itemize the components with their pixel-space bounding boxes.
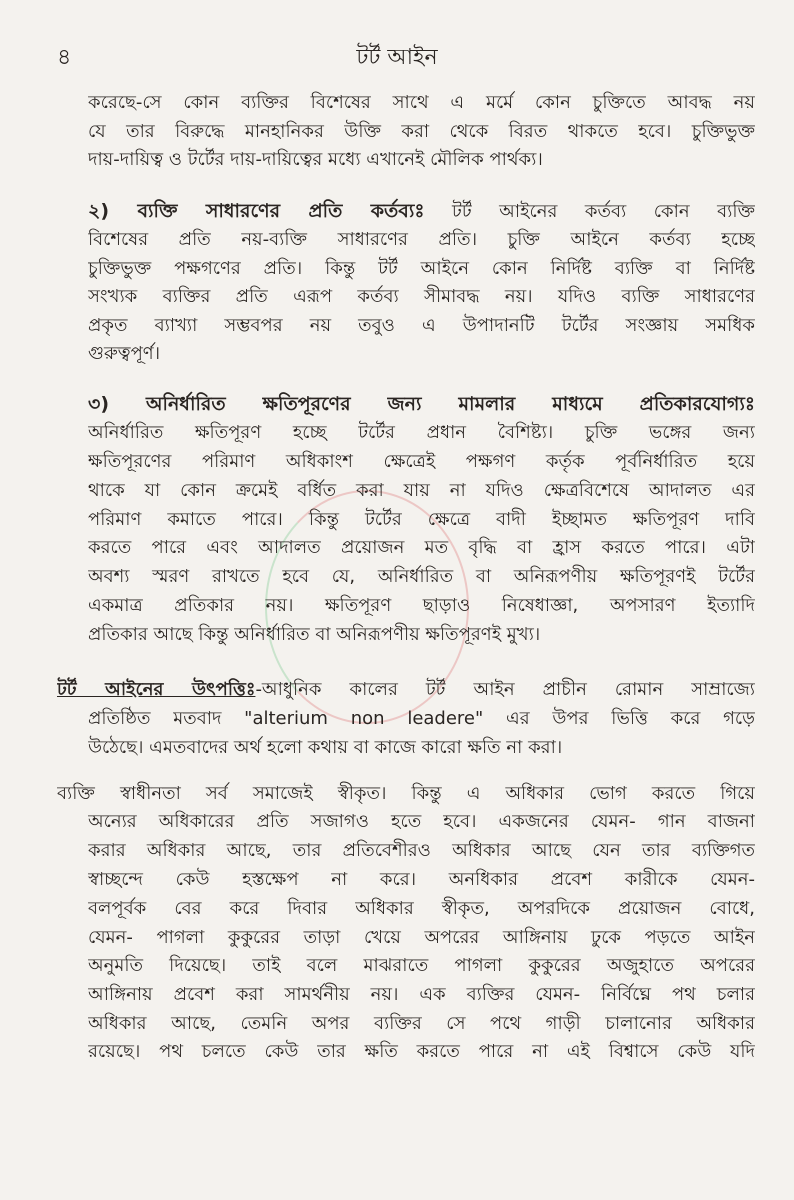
text-line: গুরুত্বপূর্ণ। bbox=[88, 343, 161, 364]
text-line: অন্যের অধিকারের প্রতি সজাগও হতে হবে। একজনের যেমন- গান বাজনা bbox=[88, 811, 755, 832]
text-line: করার অধিকার আছে, তার প্রতিবেশীরও অধিকার আছে যেন তার ব্যক্তিগত bbox=[88, 840, 755, 861]
page-number: ৪ bbox=[57, 45, 72, 70]
text-line: আঙ্গিনায় প্রবেশ করা সামর্থনীয় নয়। এক ব্যক্তির যেমন- নির্বিঘ্নে পথ চলার bbox=[88, 984, 755, 1005]
text-line: প্রতিষ্ঠিত মতবাদ "alterium non leadere" এর উপর ভিত্তি করে গড়ে bbox=[88, 708, 755, 729]
text-line: একমাত্র প্রতিকার নয়। ক্ষতিপূরণ ছাড়াও নিষেধাজ্ঞা, অপসারণ ইত্যাদি bbox=[88, 595, 755, 616]
text-line: যে তার বিরুদ্ধে মানহানিকর উক্তি করা থেকে বিরত থাকতে হবে। চুক্তিভুক্ত bbox=[88, 121, 755, 142]
text-span: -আধুনিক কালের টর্ট আইন প্রাচীন রোমান সাম্রাজ্যে bbox=[255, 679, 755, 700]
text-line: দায়-দায়িত্ব ও টর্টের দায়-দায়িত্বের মধ্যে এখানেই মৌলিক পার্থক্য। bbox=[88, 149, 543, 170]
text-line: রয়েছে। পথ চলতে কেউ তার ক্ষতি করতে পারে না এই বিশ্বাসে কেউ যদি bbox=[88, 1041, 755, 1062]
text-line: করেছে-সে কোন ব্যক্তির বিশেষের সাথে এ মর্মে কোন চুক্তিতে আবদ্ধ নয় bbox=[88, 92, 755, 113]
text-line: বলপূর্বক বের করে দিবার অধিকার স্বীকৃত, অপরদিকে প্রয়োজন বোধে, bbox=[88, 898, 755, 919]
text-line: করতে পারে এবং আদালত প্রয়োজন মত বৃদ্ধি বা হ্রাস করতে পারে। এটা bbox=[88, 537, 755, 558]
text-line: চুক্তিভুক্ত পক্ষগণের প্রতি। কিন্তু টর্ট আইনে কোন নির্দিষ্ট ব্যক্তি বা নির্দিষ্ট bbox=[88, 258, 755, 279]
text-line: উঠেছে। এমতবাদের অর্থ হলো কথায় বা কাজে কারো ক্ষতি না করা। bbox=[88, 737, 563, 758]
text-line: যেমন- পাগলা কুকুরের তাড়া খেয়ে অপরের আঙ্গিনায় ঢুকে পড়তে আইন bbox=[88, 927, 755, 948]
section-heading: ২) ব্যক্তি সাধারণের প্রতি কর্তব্যঃ bbox=[88, 200, 425, 222]
text-line: সংখ্যক ব্যক্তির প্রতি এরূপ কর্তব্য সীমাবদ্ধ নয়। যদিও ব্যক্তি সাধারণের bbox=[88, 286, 755, 307]
running-title: টর্ট আইন bbox=[356, 45, 438, 70]
text-line bbox=[57, 676, 755, 704]
text-line: বিশেষের প্রতি নয়-ব্যক্তি সাধারণের প্রতি। চুক্তি আইনে কর্তব্য হচ্ছে bbox=[88, 229, 755, 250]
text-line: অধিকার আছে, তেমনি অপর ব্যক্তির সে পথে গাড়ী চালানোর অধিকার bbox=[88, 1013, 755, 1034]
section-heading: ৩) অনির্ধারিত ক্ষতিপূরণের জন্য মামলার মাধ্যমে প্রতিকারযোগ্যঃ bbox=[88, 393, 755, 415]
text-line: ব্যক্তি স্বাধীনতা সর্ব সমাজেই স্বীকৃত। কিন্তু এ অধিকার ভোগ করতে গিয়ে bbox=[57, 783, 755, 804]
section-heading: টর্ট আইনের উৎপত্তিঃ bbox=[57, 679, 256, 700]
text-line: প্রতিকার আছে কিন্তু অনির্ধারিত বা অনিরূপণীয় ক্ষতিপূরণই মুখ্য। bbox=[88, 624, 541, 645]
text-line bbox=[88, 197, 755, 225]
text-span: টর্ট আইনের কর্তব্য কোন ব্যক্তি bbox=[452, 201, 755, 222]
text-line: অবশ্য স্মরণ রাখতে হবে যে, অনির্ধারিত বা অনিরূপণীয় ক্ষতিপূরণই টর্টের bbox=[88, 566, 755, 587]
text-line: অনির্ধারিত ক্ষতিপূরণ হচ্ছে টর্টের প্রধান বৈশিষ্ট্য। চুক্তি ভঙ্গের জন্য bbox=[88, 422, 755, 443]
text-line: পরিমাণ কমাতে পারে। কিন্তু টর্টের ক্ষেত্রে বাদী ইচ্ছামত ক্ষতিপূরণ দাবি bbox=[88, 509, 755, 530]
text-line: অনুমতি দিয়েছে। তাই বলে মাঝরাতে পাগলা কুকুরের অজুহাতে অপরের bbox=[88, 955, 755, 976]
text-line: স্বাচ্ছন্দে কেউ হস্তক্ষেপ না করে। অনধিকার প্রবেশ কারীকে যেমন- bbox=[88, 869, 755, 890]
text-line: থাকে যা কোন ক্রমেই বর্ধিত করা যায় না যদিও ক্ষেত্রবিশেষে আদালত এর bbox=[88, 480, 755, 501]
text-line: ক্ষতিপূরণের পরিমাণ অধিকাংশ ক্ষেত্রেই পক্ষগণ কর্তৃক পূর্বনির্ধারিত হয়ে bbox=[88, 451, 755, 472]
text-line: প্রকৃত ব্যাখ্যা সম্ভবপর নয় তবুও এ উপাদানটি টর্টের সংজ্ঞায় সমধিক bbox=[88, 315, 755, 336]
